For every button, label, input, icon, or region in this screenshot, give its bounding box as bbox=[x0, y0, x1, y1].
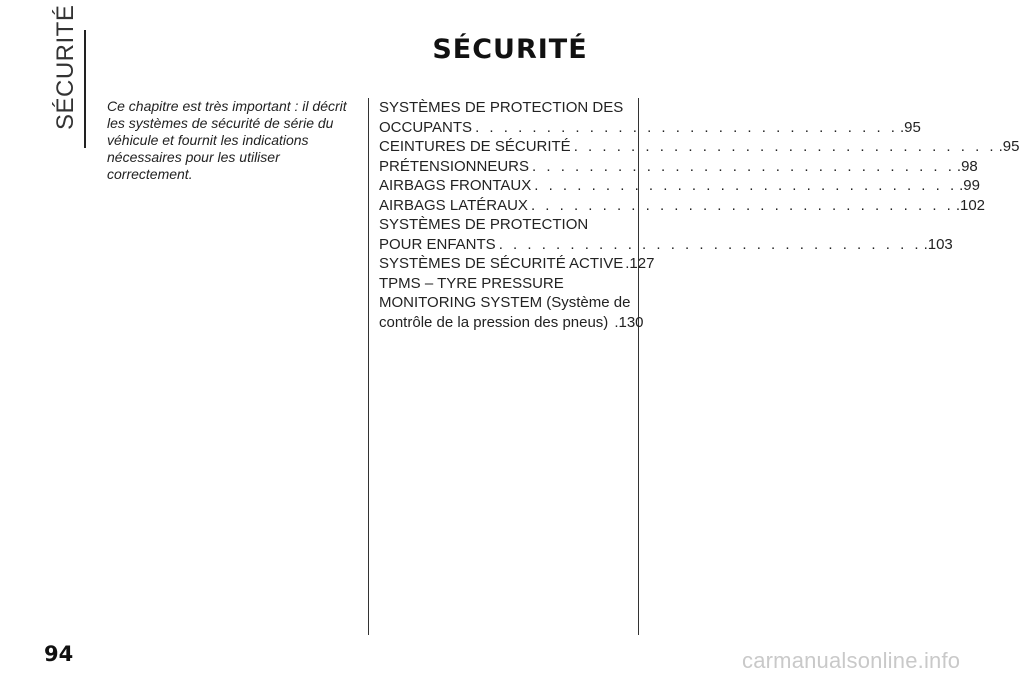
toc-entry-prefix: TPMS – TYRE PRESSURE MONITORING SYSTEM (Système de bbox=[379, 274, 631, 311]
side-tab-rule bbox=[84, 30, 86, 148]
table-of-contents bbox=[379, 98, 1019, 332]
side-tab-label: SÉCURITÉ bbox=[52, 4, 79, 130]
toc-entry-prefix: SYSTÈMES DE PROTECTION DES bbox=[379, 99, 624, 116]
toc-entry[interactable] bbox=[379, 196, 986, 216]
toc-entry-label: OCCUPANTS bbox=[379, 118, 473, 136]
toc-leader-dots: . . . . . . . . . . . . . . . . . . . . . . . . . . . . . . bbox=[532, 157, 955, 175]
intro-text: Ce chapitre est très important : il décrit les systèmes de sécurité de série du véhicule et fournit les indications nécessaires pour les utiliser correctement. bbox=[107, 98, 347, 182]
column-divider-left bbox=[368, 98, 369, 635]
toc-entry-label: CEINTURES DE SÉCURITÉ bbox=[379, 138, 571, 155]
watermark: carmanualsonline.info bbox=[742, 648, 961, 673]
toc-entry-label: AIRBAGS LATÉRAUX bbox=[379, 196, 528, 214]
toc-entry-label: POUR ENFANTS bbox=[379, 235, 496, 253]
toc-entry[interactable] bbox=[379, 98, 921, 137]
page-number: 94 bbox=[44, 642, 74, 666]
toc-entry-label: AIRBAGS FRONTAUX bbox=[379, 177, 532, 194]
toc-entry[interactable] bbox=[379, 137, 1019, 157]
toc-entry-page: .127 bbox=[625, 255, 655, 272]
toc-entry-page: .99 bbox=[959, 177, 980, 194]
toc-leader-dots: . . . . . . . . . . . . . . . . . . . . . . . . . . . . . . bbox=[534, 177, 958, 194]
toc-entry-page: .103 bbox=[923, 235, 953, 253]
chapter-title: SÉCURITÉ bbox=[432, 34, 588, 65]
toc-entry-label: PRÉTENSIONNEURS bbox=[379, 157, 530, 175]
toc-entry-page: .95 bbox=[899, 118, 921, 136]
toc-entry[interactable] bbox=[379, 215, 953, 254]
toc-leader-dots: . . . . . . . . . . . . . . . . . . . . . . . . . . . . . . bbox=[573, 138, 997, 155]
toc-entry[interactable] bbox=[379, 254, 655, 274]
toc-entry-page: .98 bbox=[956, 157, 978, 175]
toc-entry[interactable] bbox=[379, 274, 644, 333]
toc-entry-page: .102 bbox=[955, 196, 986, 214]
toc-entry[interactable] bbox=[379, 157, 978, 177]
toc-entry-label: contrôle de la pression des pneus) bbox=[379, 313, 609, 331]
toc-entry-page: .130 bbox=[614, 313, 644, 331]
toc-entry[interactable] bbox=[379, 176, 980, 196]
toc-leader-dots: . . . . . . . . . . . . . . . . . . . . . . . . . . . . . . bbox=[498, 235, 922, 253]
toc-entry-label: SYSTÈMES DE SÉCURITÉ ACTIVE bbox=[379, 255, 624, 272]
toc-entry-prefix: SYSTÈMES DE PROTECTION bbox=[379, 216, 589, 233]
toc-leader-dots: . . . . . . . . . . . . . . . . . . . . . . . . . . . . . . bbox=[475, 118, 898, 136]
toc-entry-page: .95 bbox=[998, 138, 1019, 155]
toc-leader-dots: . . . . . . . . . . . . . . . . . . . . . . . . . . . . . . bbox=[530, 196, 954, 214]
